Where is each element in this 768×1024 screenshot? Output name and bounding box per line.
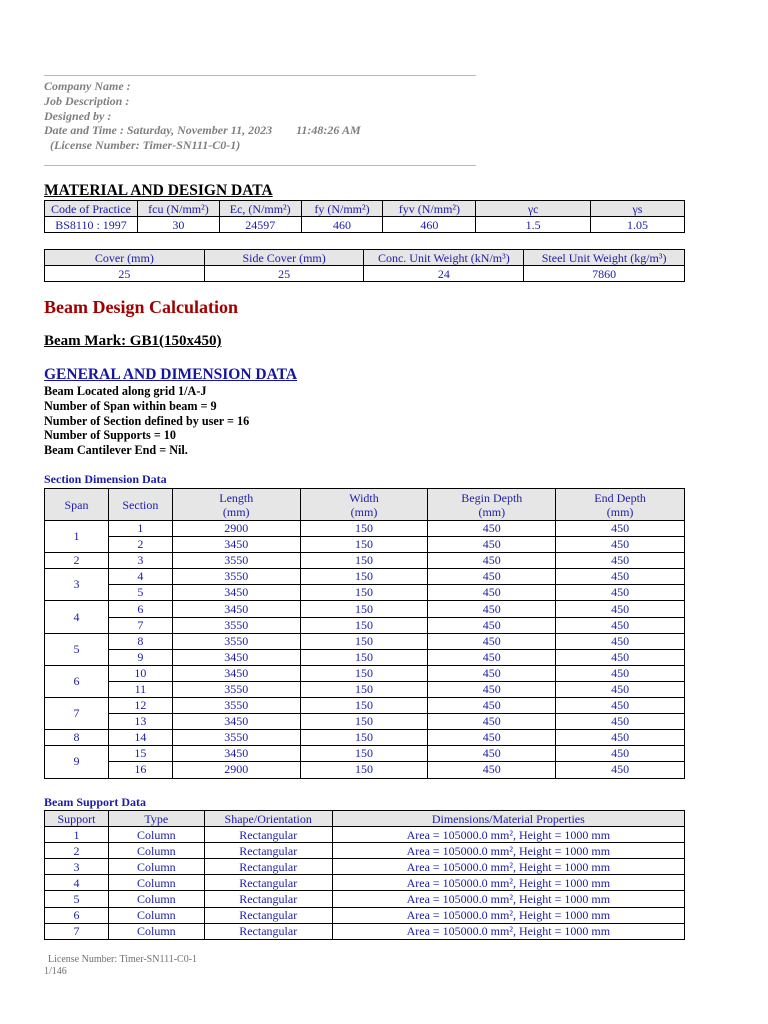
beam-support-table (44, 810, 685, 940)
section-value-cell: 3550 (172, 617, 300, 633)
beam-info-line: Number of Span within beam = 9 (44, 398, 217, 413)
section-header-cell: Begin Depth (mm) (428, 489, 556, 521)
material-table-header-row (45, 201, 685, 217)
section-value-cell: 450 (556, 553, 685, 569)
table-row (45, 859, 685, 875)
table-row (45, 698, 685, 714)
material-value-cell: 30 (138, 217, 220, 233)
section-value-cell: 150 (300, 569, 428, 585)
section-value-cell: 1 (108, 521, 172, 537)
support-value-cell: Rectangular (204, 891, 332, 907)
material-value-cell: 1.05 (590, 217, 684, 233)
section-value-cell: 150 (300, 730, 428, 746)
section-value-cell: 450 (556, 633, 685, 649)
support-value-cell: Rectangular (204, 923, 332, 939)
section-value-cell: 16 (108, 762, 172, 778)
support-value-cell: Column (108, 907, 204, 923)
section-value-cell: 450 (428, 665, 556, 681)
beam-design-title: Beam Design Calculation (44, 297, 239, 317)
support-value-cell: Rectangular (204, 907, 332, 923)
section-value-cell: 9 (108, 649, 172, 665)
section-value-cell: 12 (108, 698, 172, 714)
cover-table-row (45, 266, 685, 282)
section-value-cell: 450 (428, 746, 556, 762)
section-value-cell: 6 (108, 601, 172, 617)
table-row (45, 585, 685, 601)
cover-header-cell: Steel Unit Weight (kg/m³) (524, 250, 685, 266)
section-value-cell: 3550 (172, 730, 300, 746)
material-header-cell: fy (N/mm²) (301, 201, 383, 217)
beam-info-line: Number of Section defined by user = 16 (44, 413, 250, 428)
table-row (45, 875, 685, 891)
material-header-cell: Ec, (N/mm²) (219, 201, 301, 217)
table-row (45, 537, 685, 553)
cover-table-header-row (45, 250, 685, 266)
table-row (45, 714, 685, 730)
section-value-cell: 3450 (172, 746, 300, 762)
support-value-cell: Column (108, 843, 204, 859)
table-row (45, 633, 685, 649)
support-value-cell: Column (108, 923, 204, 939)
support-table-header-row (45, 811, 685, 827)
span-cell: 3 (45, 569, 109, 601)
support-value-cell: Area = 105000.0 mm², Height = 1000 mm (332, 923, 684, 939)
section-value-cell: 450 (556, 698, 685, 714)
material-value-cell: BS8110 : 1997 (45, 217, 138, 233)
support-value-cell: Area = 105000.0 mm², Height = 1000 mm (332, 891, 684, 907)
section-header-cell: Width (mm) (300, 489, 428, 521)
section-dimension-table (44, 488, 685, 779)
section-value-cell: 150 (300, 681, 428, 697)
beam-info-line: Number of Supports = 10 (44, 428, 176, 443)
support-header-cell: Shape/Orientation (204, 811, 332, 827)
header-top-rule (44, 75, 476, 76)
section-value-cell: 150 (300, 665, 428, 681)
cover-value-cell: 25 (204, 266, 364, 282)
section-value-cell: 2 (108, 537, 172, 553)
section-value-cell: 450 (556, 537, 685, 553)
material-header-cell: Code of Practice (45, 201, 138, 217)
span-cell: 7 (45, 698, 109, 730)
section-value-cell: 450 (556, 521, 685, 537)
support-value-cell: 6 (45, 907, 109, 923)
span-cell: 9 (45, 746, 109, 778)
section-value-cell: 450 (428, 633, 556, 649)
company-name: Company Name : (44, 79, 131, 93)
support-value-cell: 1 (45, 827, 109, 843)
section-value-cell: 450 (428, 649, 556, 665)
table-row (45, 730, 685, 746)
material-value-cell: 460 (301, 217, 383, 233)
section-value-cell: 14 (108, 730, 172, 746)
material-header-cell: γc (476, 201, 591, 217)
span-cell: 1 (45, 521, 109, 553)
section-value-cell: 3450 (172, 714, 300, 730)
table-row (45, 843, 685, 859)
material-design-table (44, 200, 685, 233)
section-value-cell: 450 (428, 569, 556, 585)
support-value-cell: 3 (45, 859, 109, 875)
material-header-cell: fcu (N/mm²) (138, 201, 220, 217)
section-value-cell: 150 (300, 585, 428, 601)
support-value-cell: Area = 105000.0 mm², Height = 1000 mm (332, 875, 684, 891)
section-value-cell: 3450 (172, 601, 300, 617)
table-row (45, 521, 685, 537)
section-value-cell: 450 (428, 537, 556, 553)
section-value-cell: 450 (556, 730, 685, 746)
section-value-cell: 450 (556, 569, 685, 585)
support-value-cell: Column (108, 859, 204, 875)
section-value-cell: 3550 (172, 681, 300, 697)
beam-info-line: Beam Located along grid 1/A-J (44, 384, 207, 398)
section-value-cell: 2900 (172, 521, 300, 537)
section-value-cell: 150 (300, 521, 428, 537)
section-table-header-row (45, 489, 685, 521)
span-cell: 5 (45, 633, 109, 665)
table-row (45, 569, 685, 585)
table-row (45, 923, 685, 939)
material-value-cell: 1.5 (476, 217, 591, 233)
section-value-cell: 3550 (172, 569, 300, 585)
support-value-cell: Rectangular (204, 827, 332, 843)
section-value-cell: 450 (556, 585, 685, 601)
support-header-cell: Support (45, 811, 109, 827)
section-value-cell: 150 (300, 553, 428, 569)
section-value-cell: 150 (300, 746, 428, 762)
table-row (45, 617, 685, 633)
section-value-cell: 3450 (172, 665, 300, 681)
page-footer (44, 954, 197, 978)
section-value-cell: 450 (556, 601, 685, 617)
cover-value-cell: 7860 (524, 266, 685, 282)
section-value-cell: 150 (300, 601, 428, 617)
section-value-cell: 450 (556, 762, 685, 778)
general-dimension-heading: GENERAL AND DIMENSION DATA (44, 366, 298, 383)
support-value-cell: Area = 105000.0 mm², Height = 1000 mm (332, 907, 684, 923)
support-value-cell: Rectangular (204, 859, 332, 875)
support-header-cell: Type (108, 811, 204, 827)
section-header-cell: Length (mm) (172, 489, 300, 521)
table-row (45, 601, 685, 617)
header-bottom-rule (44, 165, 476, 166)
material-header-cell: γs (590, 201, 684, 217)
table-row (45, 827, 685, 843)
section-value-cell: 450 (428, 762, 556, 778)
support-value-cell: Area = 105000.0 mm², Height = 1000 mm (332, 827, 684, 843)
cover-header-cell: Side Cover (mm) (204, 250, 364, 266)
table-row (45, 891, 685, 907)
material-value-cell: 460 (383, 217, 476, 233)
cover-value-cell: 24 (364, 266, 524, 282)
section-value-cell: 150 (300, 649, 428, 665)
beam-mark: Beam Mark: GB1(150x450) (44, 333, 222, 349)
section-value-cell: 450 (428, 585, 556, 601)
section-dimension-title: Section Dimension Data (44, 472, 167, 486)
section-value-cell: 450 (428, 681, 556, 697)
material-header-cell: fyv (N/mm²) (383, 201, 476, 217)
section-value-cell: 150 (300, 537, 428, 553)
support-header-cell: Dimensions/Material Properties (332, 811, 684, 827)
section-value-cell: 450 (556, 665, 685, 681)
section-value-cell: 3450 (172, 537, 300, 553)
section-value-cell: 450 (556, 617, 685, 633)
job-description: Job Description : (44, 93, 130, 108)
section-value-cell: 450 (428, 553, 556, 569)
cover-header-cell: Cover (mm) (45, 250, 205, 266)
support-value-cell: Column (108, 891, 204, 907)
section-value-cell: 13 (108, 714, 172, 730)
section-value-cell: 150 (300, 714, 428, 730)
section-value-cell: 10 (108, 665, 172, 681)
table-row (45, 553, 685, 569)
span-cell: 2 (45, 553, 109, 569)
section-value-cell: 450 (428, 617, 556, 633)
beam-info-list (44, 384, 249, 458)
section-value-cell: 3450 (172, 649, 300, 665)
section-value-cell: 15 (108, 746, 172, 762)
designed-by: Designed by : (44, 108, 112, 123)
material-table-row (45, 217, 685, 233)
support-value-cell: Column (108, 875, 204, 891)
span-cell: 4 (45, 601, 109, 633)
section-value-cell: 150 (300, 617, 428, 633)
page-number: 1/146 (44, 966, 67, 977)
section-value-cell: 3550 (172, 698, 300, 714)
cover-header-cell: Conc. Unit Weight (kN/m³) (364, 250, 524, 266)
support-value-cell: Area = 105000.0 mm², Height = 1000 mm (332, 843, 684, 859)
section-value-cell: 150 (300, 698, 428, 714)
table-row (45, 681, 685, 697)
section-value-cell: 3550 (172, 633, 300, 649)
section-value-cell: 3550 (172, 553, 300, 569)
table-row (45, 907, 685, 923)
cover-value-cell: 25 (45, 266, 205, 282)
table-row (45, 746, 685, 762)
table-row (45, 649, 685, 665)
section-value-cell: 11 (108, 681, 172, 697)
section-value-cell: 450 (556, 649, 685, 665)
support-value-cell: 4 (45, 875, 109, 891)
section-value-cell: 450 (428, 521, 556, 537)
section-value-cell: 450 (428, 601, 556, 617)
section-header-cell: Span (45, 489, 109, 521)
section-value-cell: 4 (108, 569, 172, 585)
table-row (45, 762, 685, 778)
section-value-cell: 450 (556, 681, 685, 697)
section-value-cell: 8 (108, 633, 172, 649)
section-header-cell: End Depth (mm) (556, 489, 685, 521)
support-value-cell: Area = 105000.0 mm², Height = 1000 mm (332, 859, 684, 875)
beam-info-line: Beam Cantilever End = Nil. (44, 443, 188, 458)
section-value-cell: 2900 (172, 762, 300, 778)
section-value-cell: 3450 (172, 585, 300, 601)
section-value-cell: 450 (556, 746, 685, 762)
section-header-cell: Section (108, 489, 172, 521)
section-value-cell: 7 (108, 617, 172, 633)
section-value-cell: 150 (300, 633, 428, 649)
support-value-cell: 2 (45, 843, 109, 859)
support-value-cell: 5 (45, 891, 109, 907)
section-value-cell: 150 (300, 762, 428, 778)
support-value-cell: Rectangular (204, 843, 332, 859)
section-value-cell: 3 (108, 553, 172, 569)
support-value-cell: Rectangular (204, 875, 332, 891)
cover-weight-table (44, 249, 685, 282)
section-value-cell: 450 (428, 714, 556, 730)
section-value-cell: 450 (428, 698, 556, 714)
beam-support-title: Beam Support Data (44, 795, 147, 809)
material-value-cell: 24597 (219, 217, 301, 233)
report-header (44, 79, 361, 153)
section-value-cell: 450 (556, 714, 685, 730)
license-number: (License Number: Timer-SN111-C0-1) (44, 138, 241, 153)
material-heading: MATERIAL AND DESIGN DATA (44, 182, 273, 199)
support-value-cell: Column (108, 827, 204, 843)
date-time: Date and Time : Saturday, November 11, 2023 11:48:26 AM (44, 123, 361, 138)
footer-license: License Number: Timer-SN111-C0-1 (48, 954, 198, 965)
table-row (45, 665, 685, 681)
section-value-cell: 450 (428, 730, 556, 746)
span-cell: 8 (45, 730, 109, 746)
section-value-cell: 5 (108, 585, 172, 601)
span-cell: 6 (45, 665, 109, 697)
support-value-cell: 7 (45, 923, 109, 939)
